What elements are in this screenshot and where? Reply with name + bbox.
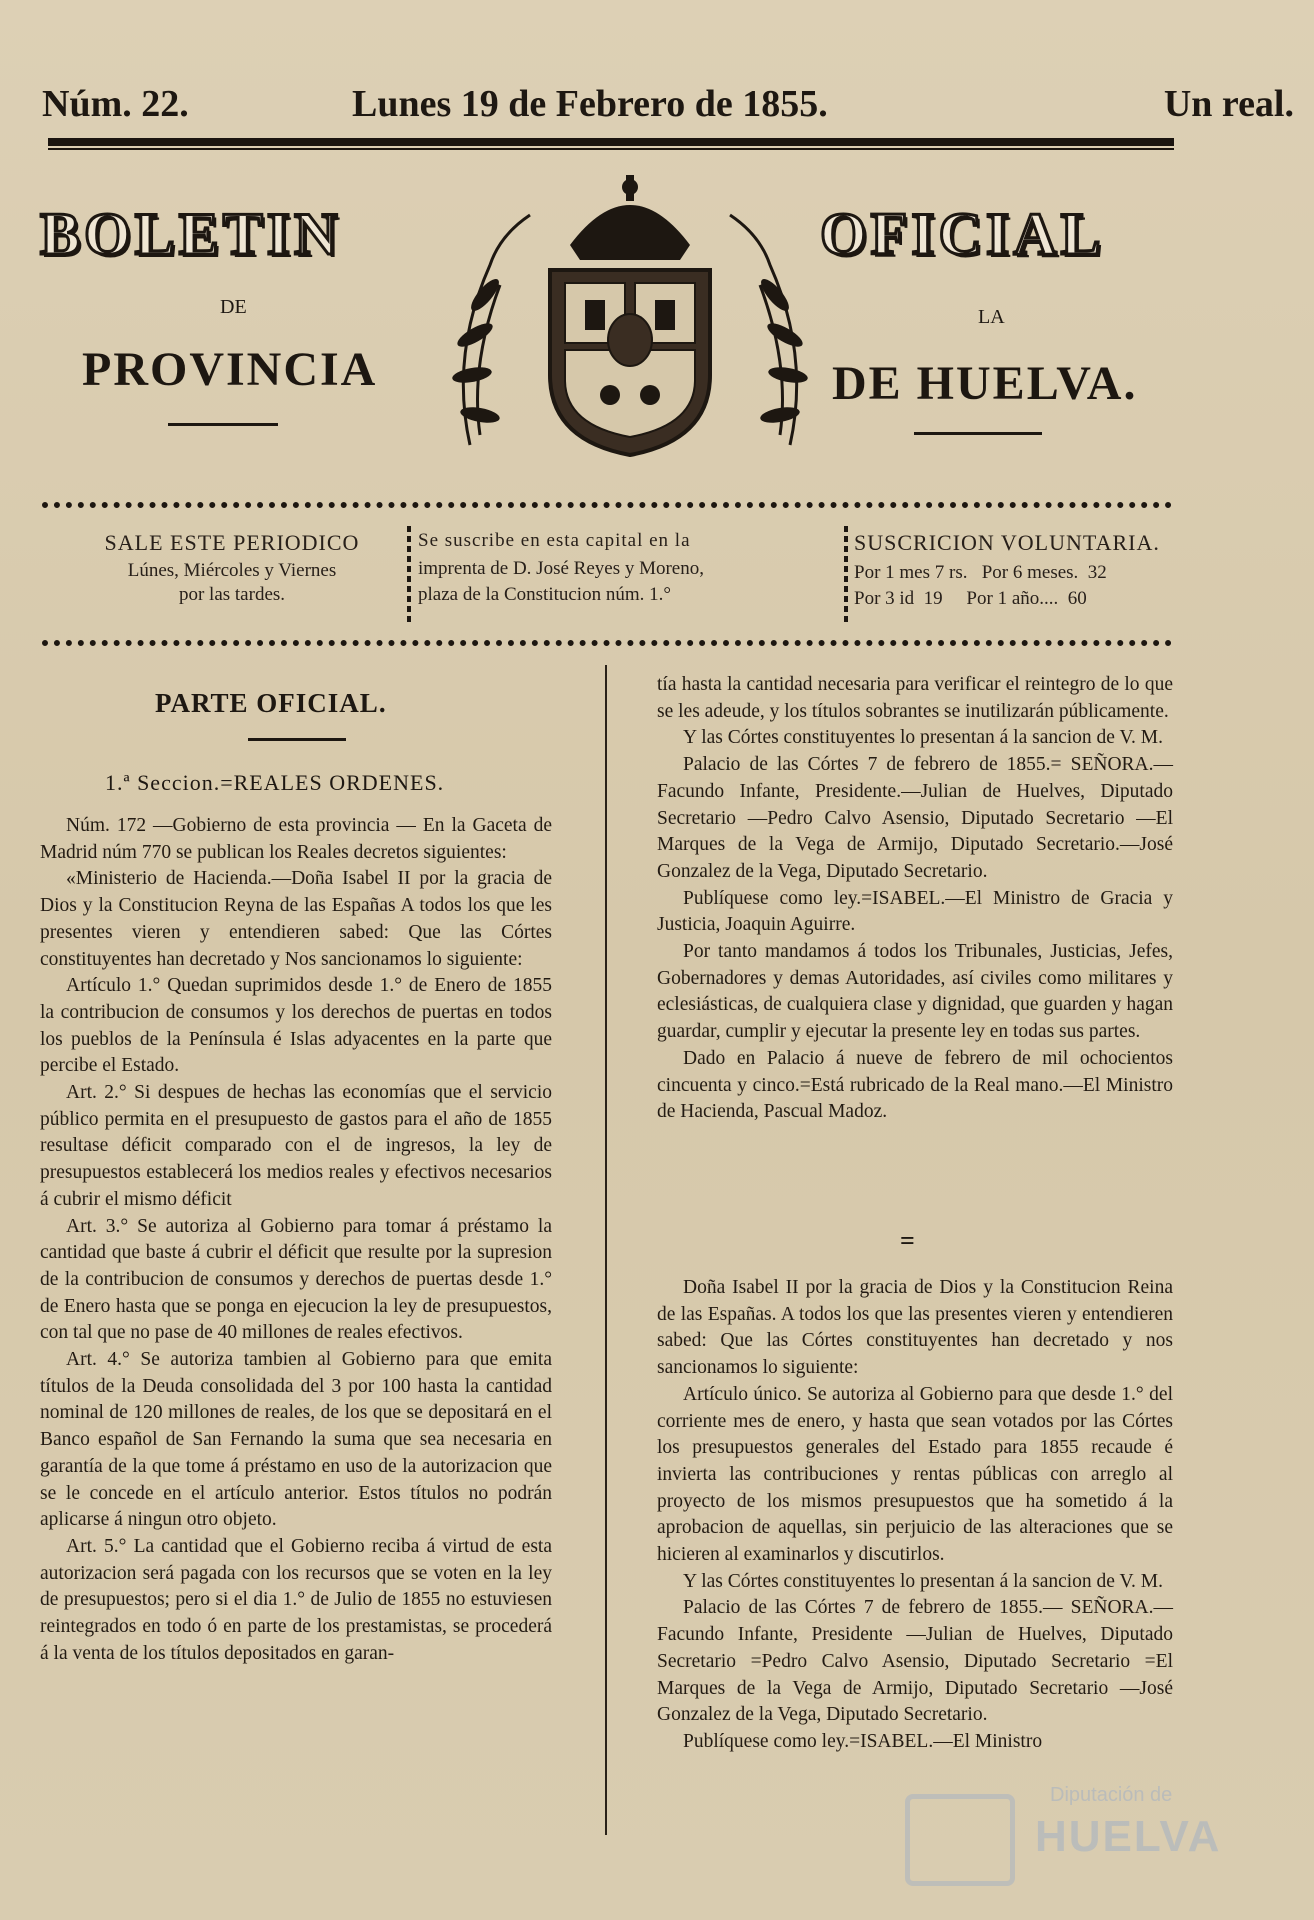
paragraph: Publíquese como ley.=ISABEL.—El Ministro de Gracia y Justicia, Joaquin Aguirre. (657, 887, 1173, 936)
paragraph: Palacio de las Córtes 7 de febrero de 1855.= SEÑORA.—Facundo Infante, Presidente.—Julian de Huelves, Diputado Secretario —Pedro Calvo Asensio, Diputado Secretario —El Marques de la Vega de Armijo, Diputado Secretario.—José Gonzalez de la Vega, Diputado Secretario. (657, 754, 1173, 882)
paragraph: Art. 5.° La cantidad que el Gobierno reciba á virtud de esta autorizacion será pagada con los recursos que se voten en la ley de presupuestos; pero si el dia 1.° de Julio de 1855 no estuviesen reintegrados en todo ó en parte de los prestamistas, se procederá á la venta de los títulos depositados en garan- (40, 1535, 552, 1664)
subscription-info-box (42, 502, 1172, 646)
paragraph: «Ministerio de Hacienda.—Doña Isabel II por la gracia de Dios y la Constitucion Reyna de las Españas A todos los que les presentes vieren y entendieren sabed: Que las Córtes constituyentes han decretado y Nos sancionamos lo siguiente: (40, 868, 552, 970)
section-subtitle: 1.ª Seccion.=REALES ORDENES. (105, 770, 445, 795)
title-de-huelva: DE HUELVA. (832, 357, 1138, 410)
paragraph: Por tanto mandamos á todos los Tribunales, Justicias, Jefes, Gobernadores y demas Autoridades, así civiles como militares y eclesiásticas, de cualquiera clase y dignidad, que guarden y hagan guardar, cumplir y ejecutar la presente ley en todas sus partes. (657, 941, 1173, 1043)
masthead-rule (48, 138, 1174, 146)
masthead-line (40, 70, 1294, 126)
ornament-right (914, 432, 1042, 435)
info-col-prices: SUSCRICION VOLUNTARIA. Por 1 mes 7 rs. Por 6 meses. 32 Por 3 id 19 Por 1 año.... 60 (854, 530, 1160, 609)
title-provincia: PROVINCIA (82, 343, 378, 396)
separator-mark: = (900, 1226, 915, 1255)
info-col-periodicity: SALE ESTE PERIODICO Lúnes, Miércoles y Viernes por las tardes. (104, 530, 360, 605)
title-boletin: BOLETIN (40, 201, 342, 267)
paragraph: Dado en Palacio á nueve de febrero de mil ochocientos cincuenta y cinco.=Está rubricado de la Real mano.—El Ministro de Hacienda, Pascual Madoz. (657, 1047, 1173, 1123)
title-la: LA (978, 306, 1005, 328)
issue-price: Un real. (1163, 83, 1294, 125)
info-separator-2 (844, 526, 848, 622)
paragraph: Publíquese como ley.=ISABEL.—El Ministro (683, 1730, 1043, 1752)
issue-date: Lunes 19 de Febrero de 1855. (352, 83, 828, 125)
section-title: PARTE OFICIAL. (155, 688, 387, 718)
watermark-top: Diputación de (1050, 1784, 1173, 1806)
title-oficial: OFICIAL (820, 201, 1105, 267)
paragraph: Y las Córtes constituyentes lo presentan á la sancion de V. M. (683, 1570, 1164, 1592)
masthead-rule-thin (48, 148, 1174, 150)
paragraph: Art. 3.° Se autoriza al Gobierno para tomar á préstamo la cantidad que baste á cubrir el déficit que resulte por la supresion de la contribucion de consumos y derechos de puertas desde 1.° de Enero hasta que se ponga en ejecucion la ley de presupuestos, con tal que no pase de 40 millones de reales efectivos. (40, 1215, 552, 1344)
paragraph: Palacio de las Córtes 7 de febrero de 1855.— SEÑORA.—Facundo Infante, Presidente —Julian de Huelves, Diputado Secretario =Pedro Calvo Asensio, Diputado Secretario =El Marques de la Vega de Armijo, Diputado Secretario —José Gonzalez de la Vega, Diputado Secretario. (657, 1597, 1173, 1726)
paragraph: Doña Isabel II por la gracia de Dios y la Constitucion Reina de las Españas. A todos los que las presentes vieren y entendieren sabed: Que las Córtes constituyentes han decretado y nos sancionamos lo siguiente: (657, 1277, 1173, 1379)
issue-number: Núm. 22. (42, 83, 189, 125)
section-ornament (248, 738, 346, 741)
paragraph: Artículo 1.° Quedan suprimidos desde 1.° de Enero de 1855 la contribucion de consumos y los derechos de puertas en todos los pueblos de la Península é Islas adyacentes en la parte que percibe el Estado. (40, 975, 552, 1077)
paragraph: tía hasta la cantidad necesaria para verificar el reintegro de lo que se les adeude, y los títulos sobrantes se inutilizarán públicamente. (657, 674, 1173, 722)
paragraph: Núm. 172 —Gobierno de esta provincia — En la Gaceta de Madrid núm 770 se publican los Reales decretos siguientes: (40, 815, 552, 863)
info-separator-1 (407, 526, 411, 622)
ornament-left (168, 423, 278, 426)
royal-crest-icon (430, 175, 830, 465)
watermark-main: HUELVA (1035, 1812, 1222, 1861)
left-column (40, 813, 552, 1668)
column-divider (605, 665, 607, 1835)
paragraph: Art. 2.° Si despues de hechas las economías que el servicio público permita en el presupuesto de gastos para el año de 1855 resultase déficit comparado con el de ingresos, la ley de presupuestos establecerá los medios reales y efectivos necesarios á cubrir el mismo déficit (40, 1082, 552, 1210)
paragraph: Art. 4.° Se autoriza tambien al Gobierno para que emita títulos de la Deuda consolidada del 3 por 100 hasta la cantidad nominal de 120 millones de reales, de los que se depositará en el Banco español de San Fernando la suma que sea necesaria en garantía de la que tome á préstamo en uso de la autorizacion que se le concede en el artículo anterior. Estos títulos no podrán aplicarse á ningun otro objeto. (40, 1349, 552, 1531)
paragraph: Y las Córtes constituyentes lo presentan á la sancion de V. M. (683, 727, 1164, 749)
right-column-top (657, 672, 1173, 1126)
title-de: DE (220, 296, 247, 318)
paragraph: Artículo único. Se autoriza al Gobierno para que desde 1.° del corriente mes de enero, y hasta que sean votados por las Córtes los presupuestos generales del Estado para 1855 recaude é invierta las contribuciones y rentas públicas con arreglo al proyecto de los mismos presupuestos que ha sometido á la aprobacion de aquellas, sin perjuicio de las alteraciones que se hicieren al examinarlos y discutirlos. (657, 1383, 1173, 1566)
info-col-subscription: Se suscribe en esta capital en la imprenta de D. José Reyes y Moreno, plaza de la Constitucion núm. 1.° (418, 530, 704, 605)
watermark-seal-icon (905, 1794, 1015, 1886)
right-column-bottom (657, 1275, 1173, 1756)
